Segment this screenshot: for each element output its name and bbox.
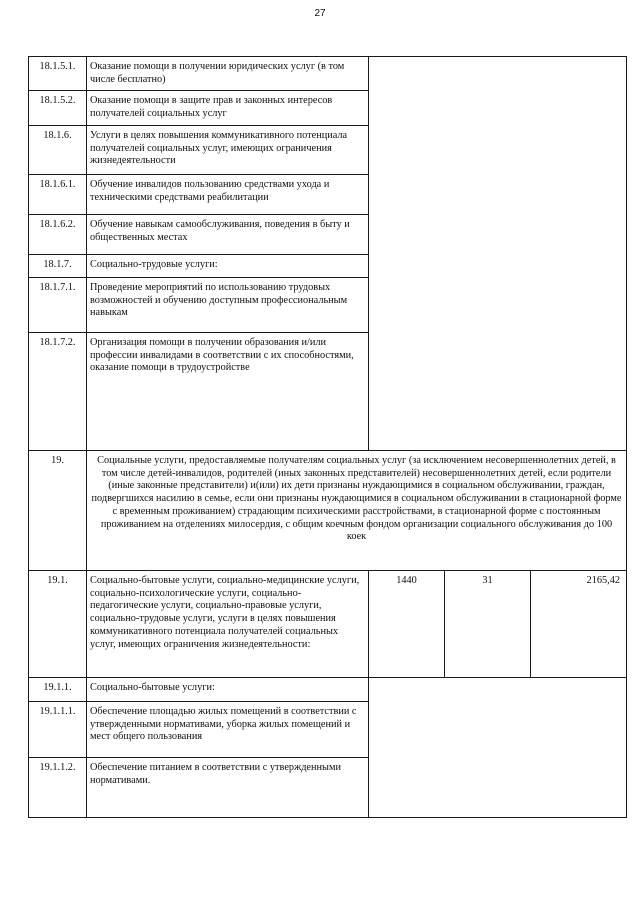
row-text: Обеспечение питанием в соответствии с утвержденными нормативами. xyxy=(87,758,369,818)
row-number: 18.1.7. xyxy=(29,255,87,278)
section-19-row xyxy=(29,451,627,571)
row-text: Организация помощи в получении образования и/или профессии инвалидами в соответствии с их способностями, оказание помощи в трудоустройстве xyxy=(87,333,369,451)
row-number: 19.1.1.2. xyxy=(29,758,87,818)
row-number: 19.1.1.1. xyxy=(29,702,87,758)
table-row xyxy=(29,57,627,91)
row-number: 18.1.6.2. xyxy=(29,215,87,255)
row-number: 18.1.5.1. xyxy=(29,57,87,91)
page-number: 27 xyxy=(314,8,326,19)
value-cell: 1440 xyxy=(369,571,445,678)
row-number: 19.1.1. xyxy=(29,678,87,702)
row-text: Услуги в целях повышения коммуникативного потенциала получателей социальных услуг, имеющих ограничения жизнедеятельности xyxy=(87,126,369,175)
row-text: Социально-бытовые услуги: xyxy=(87,678,369,702)
section-19-heading: Социальные услуги, предоставляемые получателям социальных услуг (за исключением несовершеннолетних детей, в том числе детей-инвалидов, родителей (иных законных представителей) несовершеннолетних детей, если родители (иные законные представители) и(или) их дети признаны нуждающимися в социальном обслуживании, граждан, подвергшихся насилию в семье, если они признаны нуждающимися в социальном обслуживании в стационарной форме с временным проживанием) страдающим психическими расстройствами, в стационарной форме с постоянным проживанием на отделениях милосердия, с общим коечным фондом организации социального обслуживания до 100 коек xyxy=(87,451,627,571)
row-number: 18.1.5.2. xyxy=(29,91,87,126)
row-text: Обучение навыкам самообслуживания, поведения в быту и общественных местах xyxy=(87,215,369,255)
row-number: 18.1.7.2. xyxy=(29,333,87,451)
row-text: Социально-бытовые услуги, социально-медицинские услуги, социально-психологические услуги, социально-педагогические услуги, социально-правовые услуги, социально-трудовые услуги, услуги в целях повышения коммуникативного потенциала получателей социальных услуг, имеющих ограничения жизнедеятельности: xyxy=(87,571,369,678)
merged-empty-cell xyxy=(369,678,627,818)
value-cell: 2165,42 xyxy=(531,571,627,678)
row-number: 19.1. xyxy=(29,571,87,678)
row-text: Оказание помощи в получении юридических услуг (в том числе бесплатно) xyxy=(87,57,369,91)
merged-empty-cell xyxy=(369,57,627,451)
row-text: Обучение инвалидов пользованию средствами ухода и техническими средствами реабилитации xyxy=(87,175,369,215)
table-row xyxy=(29,571,627,678)
table-row xyxy=(29,678,627,702)
row-text: Социально-трудовые услуги: xyxy=(87,255,369,278)
row-number: 18.1.7.1. xyxy=(29,278,87,333)
value-cell: 31 xyxy=(445,571,531,678)
row-text: Обеспечение площадью жилых помещений в соответствии с утвержденными нормативами, уборка жилых помещений и мест общего пользования xyxy=(87,702,369,758)
services-table xyxy=(28,56,627,818)
row-number: 19. xyxy=(29,451,87,571)
row-number: 18.1.6.1. xyxy=(29,175,87,215)
row-text: Оказание помощи в защите прав и законных интересов получателей социальных услуг xyxy=(87,91,369,126)
row-number: 18.1.6. xyxy=(29,126,87,175)
row-text: Проведение мероприятий по использованию трудовых возможностей и обучению доступным профессиональным навыкам xyxy=(87,278,369,333)
